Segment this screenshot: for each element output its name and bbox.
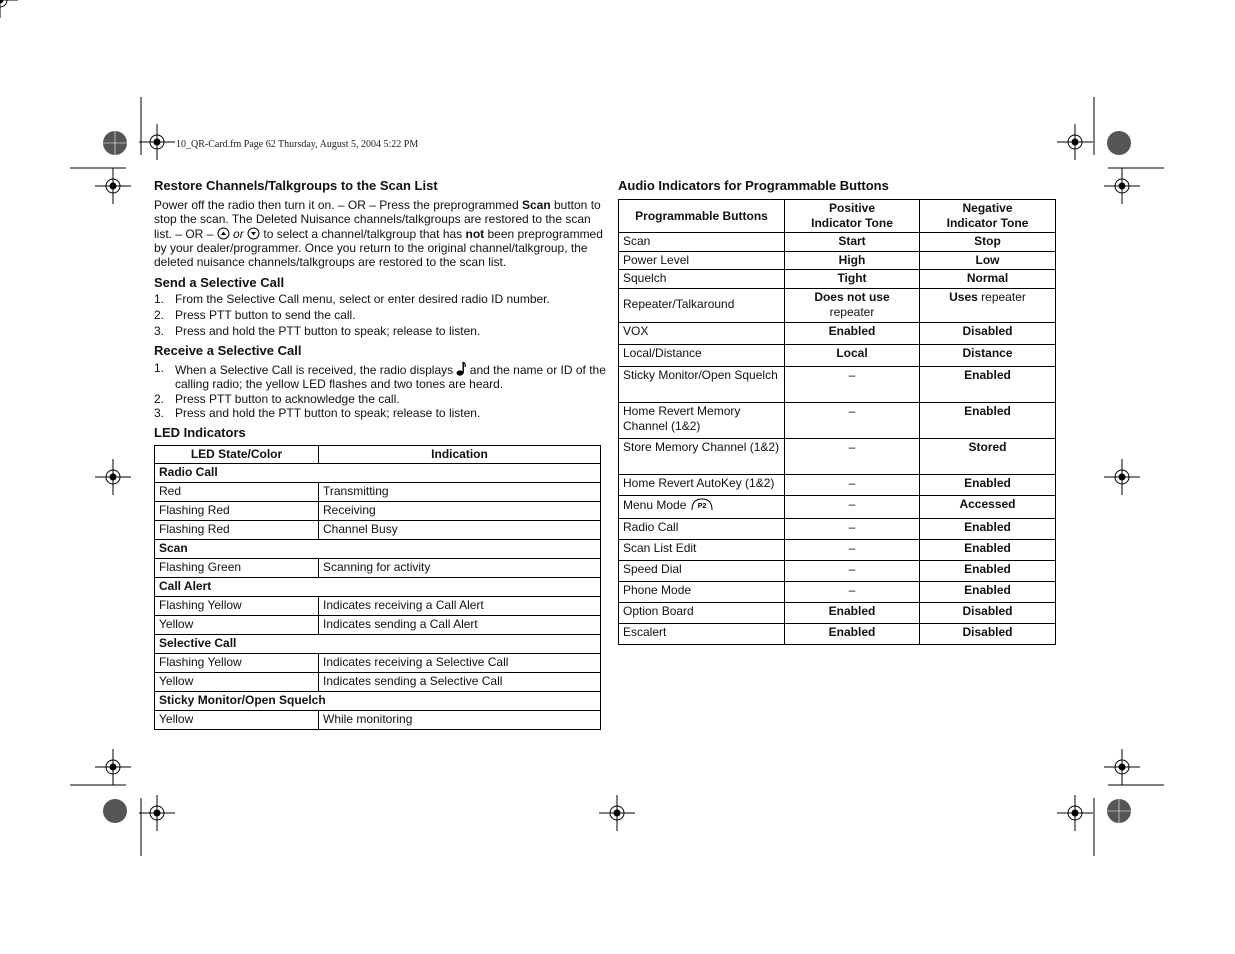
send-steps xyxy=(154,292,606,339)
send-heading: Send a Selective Call xyxy=(154,275,285,291)
up-arrow-button-icon xyxy=(217,227,230,240)
list-item: 1. From the Selective Call menu, select or enter desired radio ID number. xyxy=(154,292,550,307)
table-row: Menu Mode P2 – Accessed xyxy=(619,495,1056,518)
receive-heading: Receive a Selective Call xyxy=(154,342,302,358)
table-row: Flashing Red Receiving xyxy=(155,501,601,520)
table-row: Red Transmitting xyxy=(155,482,601,501)
table-row: Flashing Green Scanning for activity xyxy=(155,558,601,577)
table-row: VOX Enabled Disabled xyxy=(619,322,1056,344)
table-header-row: Programmable Buttons Positive Indicator Tone Negative Indicator Tone xyxy=(619,200,1056,233)
table-section-row: Scan xyxy=(155,539,601,558)
table-row: Repeater/Talkaround Does not use repeater Uses repeater xyxy=(619,288,1056,322)
table-row: Yellow While monitoring xyxy=(155,710,601,729)
table-row: Local/Distance Local Distance xyxy=(619,344,1056,366)
list-item: 2. Press PTT button to acknowledge the call. xyxy=(154,391,400,406)
right-column xyxy=(618,178,1058,645)
table-row: Yellow Indicates sending a Selective Call xyxy=(155,672,601,691)
list-item: 2. Press PTT button to send the call. xyxy=(154,308,356,323)
list-item: 3. Press and hold the PTT button to speak; release to listen. xyxy=(154,406,481,421)
table-row: Sticky Monitor/Open Squelch – Enabled xyxy=(619,366,1056,402)
led-heading: LED Indicators xyxy=(154,424,246,440)
table-header-row: LED State/Color Indication xyxy=(155,445,601,463)
receive-steps xyxy=(154,361,606,421)
table-section-row: Sticky Monitor/Open Squelch xyxy=(155,691,601,710)
table-row: Power Level High Low xyxy=(619,251,1056,270)
music-note-icon xyxy=(456,361,466,376)
table-row: Escalert Enabled Disabled xyxy=(619,623,1056,644)
table-row: Home Revert Memory Channel (1&2) – Enabled xyxy=(619,402,1056,438)
table-row: Scan List Edit – Enabled xyxy=(619,539,1056,560)
file-header: 10_QR-Card.fm Page 62 Thursday, August 5, 2004 5:22 PM xyxy=(176,139,419,150)
table-section-row: Radio Call xyxy=(155,463,601,482)
table-row: Squelch Tight Normal xyxy=(619,270,1056,289)
table-row: Phone Mode – Enabled xyxy=(619,581,1056,602)
table-row: Flashing Yellow Indicates receiving a Selective Call xyxy=(155,653,601,672)
table-row: Flashing Yellow Indicates receiving a Call Alert xyxy=(155,596,601,615)
table-row: Scan Start Stop xyxy=(619,233,1056,252)
audio-heading: Audio Indicators for Programmable Buttons xyxy=(618,178,889,193)
table-section-row: Selective Call xyxy=(155,634,601,653)
left-column xyxy=(154,178,606,730)
restore-paragraph: Power off the radio then turn it on. – OR – Press the preprogrammed Scan button to stop the scan. The Deleted Nuisance channels/talkgroups are restored to the scan list. – OR – or to select a channel/talkgroup that has not been preprogrammed by your dealer/programmer. Once you return to the original channel/talkgroup, the deleted nuisance channels/talkgroups are restored to the scan list. xyxy=(154,198,603,270)
restore-heading: Restore Channels/Talkgroups to the Scan List xyxy=(154,178,438,193)
table-row: Speed Dial – Enabled xyxy=(619,560,1056,581)
table-row: Store Memory Channel (1&2) – Stored xyxy=(619,438,1056,474)
down-arrow-button-icon xyxy=(247,227,260,240)
table-row: Home Revert AutoKey (1&2) – Enabled xyxy=(619,474,1056,495)
table-row: Yellow Indicates sending a Call Alert xyxy=(155,615,601,634)
table-row: Radio Call – Enabled xyxy=(619,518,1056,539)
table-row: Flashing Red Channel Busy xyxy=(155,520,601,539)
p2-button-icon xyxy=(690,497,714,511)
audio-table xyxy=(618,199,1056,645)
led-table xyxy=(154,445,601,730)
list-item: 1. When a Selective Call is received, the radio displays and the name or ID of the calling radio; the yellow LED flashes and two tones are heard. xyxy=(154,360,606,392)
list-item: 3. Press and hold the PTT button to speak; release to listen. xyxy=(154,324,481,339)
table-section-row: Call Alert xyxy=(155,577,601,596)
svg-text:P2: P2 xyxy=(697,502,706,510)
table-row: Option Board Enabled Disabled xyxy=(619,602,1056,623)
